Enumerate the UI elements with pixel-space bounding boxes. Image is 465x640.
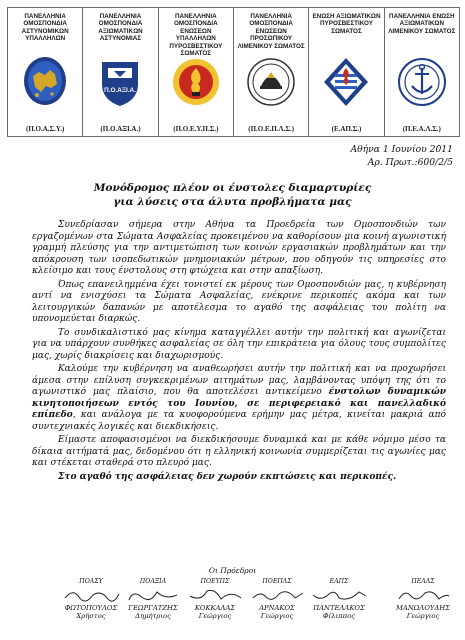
union-peals bbox=[385, 8, 459, 136]
signature-firstname: Γεώργιος bbox=[260, 612, 294, 620]
document-meta bbox=[351, 143, 454, 169]
signature-org: ΠΟΑΞΙΑ bbox=[139, 578, 167, 585]
union-poaxia bbox=[83, 8, 158, 136]
signature-surname: ΜΑΝΩΛΟΥΔΗΣ bbox=[395, 604, 451, 612]
signatures-block bbox=[60, 578, 457, 638]
signature-surname: ΓΕΩΡΓΑΤΖΗΣ bbox=[128, 604, 178, 612]
peals-logo-icon bbox=[396, 54, 448, 110]
document-date: Αθήνα 1 Ιουνίου 2011 bbox=[350, 144, 453, 155]
signature-peals bbox=[392, 578, 454, 620]
signature-org: ΠΟΑΣΥ bbox=[79, 578, 103, 585]
press-release-title bbox=[0, 181, 465, 209]
paragraph-4-end: , και ανάλογα με τα κυοφορούμενα ερήμην μας μέτρα, κινείται μακριά από συντεχνιακές λογικές και διεκδικήσεις. bbox=[32, 410, 446, 432]
paragraph-4-emphasis: ένστολων δυναμικών κινητοποιήσεων εντός του Ιουνίου, σε περιφερειακό και πανελλαδικό επίπεδο bbox=[32, 387, 446, 420]
eaps-logo-icon bbox=[320, 54, 372, 110]
paragraph-2: Όπως επανειλημμένα έχει τονιστεί εκ μέρους των Ομοσπονδιών μας, η κυβέρνηση αντί να ενισχύσει τα Σώματα Ασφαλείας, ενέκρινε περικοπές ακόμα και των λειτουργικών δαπανών με αποτέλεσμα το αγαθό της ασφάλειας του πολίτη να υπονομεύεται διαρκώς. bbox=[32, 279, 446, 324]
handwritten-signature-icon bbox=[247, 586, 307, 604]
signature-surname: ΦΩΤΟΠΟΥΛΟΣ bbox=[64, 604, 118, 612]
title-line-1: Μονόδρομος πλέον οι ένστολες διαμαρτυρίες bbox=[93, 182, 372, 194]
poasy-logo-icon bbox=[19, 54, 71, 110]
signature-poepls bbox=[246, 578, 308, 620]
union-name: ΠΑΝΕΛΛΗΝΙΑ ΟΜΟΣΠΟΝΔΙΑ ΑΞΙΩΜΑΤΙΚΩΝ ΑΣΤΥΝΟΜΙΑΣ bbox=[98, 13, 143, 43]
signature-surname: ΠΑΝΤΕΛΑΚΟΣ bbox=[313, 604, 365, 612]
paragraph-3: Το συνδικαλιστικό μας κίνημα καταγγέλλει αυτήν την πολιτική και αγωνίζεται για να υπάρχουν συνθήκες ασφαλείας σε όλη την επικράτεια για όλους τους συμπολίτες μας, χωρίς διακρίσεις και διαχωρισμούς. bbox=[32, 327, 446, 361]
presidents-heading: Οι Πρόεδροι bbox=[208, 566, 257, 575]
closing-slogan: Στο αγαθό της ασφάλειας δεν χωρούν εκπτώσεις και περικοπές. bbox=[58, 471, 397, 482]
paragraph-1: Συνεδρίασαν σήμερα στην Αθήνα τα Προεδρεία των Ομοσπονδιών των εργαζομένων στα Σώματα Ασφαλείας προκειμένου να καθορίσουν μια κοινή αγωνιστική γραμμή πλεύσης για την αντιμετώπιση των κοινών εργασιακών προβλημάτων και την απόκρουση των ισοπεδωτικών μνημονιακών μέτρων, που οδηγούν τις υπηρεσίες στο κλείσιμο και τους ένστολους στη φτώχεια και στην απαξίωση. bbox=[32, 220, 446, 276]
signature-org: ΕΑΠΣ bbox=[329, 578, 349, 585]
signature-org: ΠΕΑΛΣ bbox=[411, 578, 435, 585]
poaxia-logo-text: Π.Ο.ΑΞΙ.Α. bbox=[104, 87, 137, 94]
handwritten-signature-icon bbox=[393, 586, 453, 604]
handwritten-signature-icon bbox=[123, 586, 183, 604]
union-name: ΠΑΝΕΛΛΗΝΙΑ ΟΜΟΣΠΟΝΔΙΑ ΕΝΩΣΕΩΝ ΥΠΑΛΛΗΛΩΝ ΠΥΡΟΣΒΕΣΤΙΚΟΥ ΣΩΜΑΤΟΣ bbox=[169, 13, 223, 58]
union-abbr: (Π.Ε.Α.Λ.Σ.) bbox=[402, 125, 441, 133]
signature-org: ΠΟΕΠΛΣ bbox=[262, 578, 292, 585]
signature-firstname: Χρήστος bbox=[76, 612, 106, 620]
paragraph-4-start: Καλούμε την κυβέρνηση να αναθεωρήσει αυτήν την πολιτική και να προχωρήσει άμεσα στην επίλυση συγκεκριμένων αιτημάτων μας, λαμβάνοντας υπόψη της ότι το αγωνιστικό μας πλαίσιο, που θα αποτελέσει αντικείμενο bbox=[32, 364, 446, 397]
signature-firstname: Φίλιππος bbox=[322, 612, 356, 620]
union-name: ΠΑΝΕΛΛΗΝΙΑ ΟΜΟΣΠΟΝΔΙΑ ΕΝΩΣΕΩΝ ΠΡΟΣΩΠΙΚΟΥ ΛΙΜΕΝΙΚΟΥ ΣΩΜΑΤΟΣ bbox=[237, 13, 305, 50]
signature-firstname: Δημήτριος bbox=[135, 612, 171, 620]
protocol-number: Αρ. Πρωτ.:600/2/5 bbox=[367, 157, 453, 168]
union-poepls bbox=[234, 8, 309, 136]
union-poasy bbox=[8, 8, 83, 136]
signature-firstname: Γεώργιος bbox=[406, 612, 440, 620]
signature-poasy bbox=[60, 578, 122, 620]
signature-org: ΠΟΕΥΠΣ bbox=[200, 578, 230, 585]
handwritten-signature-icon bbox=[185, 586, 245, 604]
union-abbr: (Π.Ο.Ε.Π.Λ.Σ.) bbox=[248, 125, 295, 133]
handwritten-signature-icon bbox=[309, 586, 369, 604]
poeyps-logo-icon bbox=[170, 54, 222, 110]
press-release-body bbox=[32, 220, 446, 485]
signature-surname: ΑΡΝΑΚΟΣ bbox=[259, 604, 295, 612]
union-name: ΠΑΝΕΛΛΗΝΙΑ ΟΜΟΣΠΟΝΔΙΑ ΑΣΤΥΝΟΜΙΚΩΝ ΥΠΑΛΛΗΛΩΝ bbox=[21, 13, 69, 43]
union-name: ΠΑΝΕΛΛΗΝΙΑ ΕΝΩΣΗ ΑΞΙΩΜΑΤΙΚΩΝ ΛΙΜΕΝΙΚΟΥ ΣΩΜΑΤΟΣ bbox=[388, 13, 456, 35]
union-poeyps bbox=[159, 8, 234, 136]
union-abbr: (Π.Ο.Α.Σ.Υ.) bbox=[25, 125, 65, 133]
poepls-logo-icon bbox=[245, 54, 297, 110]
signature-surname: ΚΟΚΚΑΛΑΣ bbox=[194, 604, 236, 612]
title-line-2: για λύσεις στα άλυτα προβλήματα μας bbox=[113, 196, 352, 208]
union-eaps bbox=[309, 8, 384, 136]
poaxia-logo-icon bbox=[94, 54, 146, 110]
signature-eaps bbox=[308, 578, 370, 620]
handwritten-signature-icon bbox=[61, 586, 121, 604]
union-abbr: (Π.Ο.ΑΞΙ.Α.) bbox=[100, 125, 141, 133]
union-abbr: (Π.Ο.Ε.Υ.Π.Σ.) bbox=[173, 125, 219, 133]
signature-poeyps bbox=[184, 578, 246, 620]
signature-firstname: Γεώργιος bbox=[198, 612, 232, 620]
union-name: ΕΝΩΣΗ ΑΞΙΩΜΑΤΙΚΩΝ ΠΥΡΟΣΒΕΣΤΙΚΟΥ ΣΩΜΑΤΟΣ bbox=[312, 13, 381, 35]
paragraph-5: Είμαστε αποφασισμένοι να διεκδικήσουμε δυναμικά και με κάθε νόμιμο μέσο τα δίκαια αιτήματά μας, δεδομένου ότι η ελληνική κοινωνία συμμερίζεται τις αγωνίες μας και στέκεται σταθερά στο πλευρό μας. bbox=[32, 435, 446, 468]
union-abbr: (Ε.ΑΠ.Σ.) bbox=[331, 125, 362, 133]
signature-poaxia bbox=[122, 578, 184, 620]
paragraph-4 bbox=[32, 364, 446, 433]
unions-header bbox=[7, 7, 460, 137]
